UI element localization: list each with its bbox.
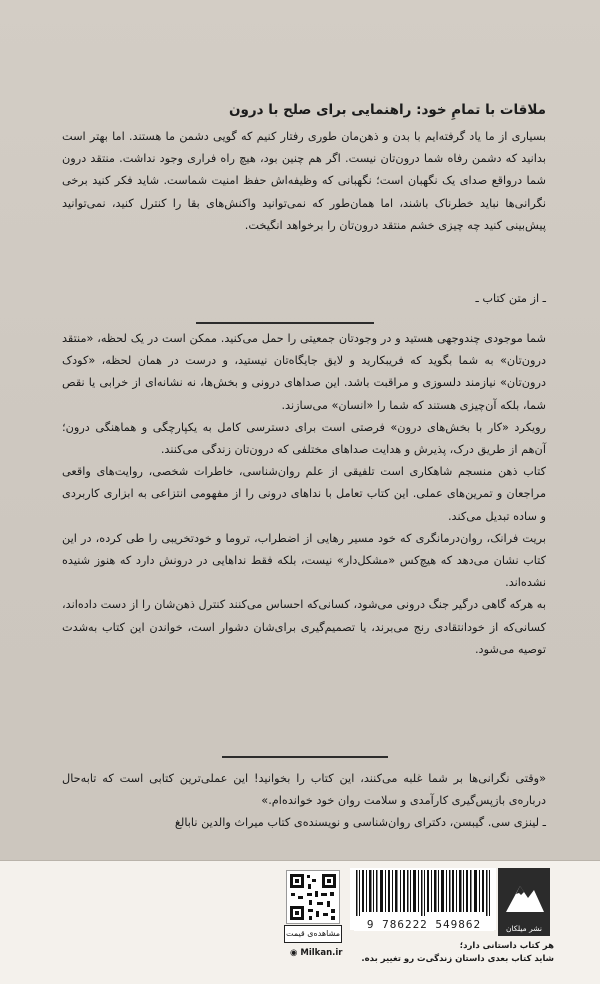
publisher-name: نشر میلکان [506,924,542,933]
tagline-line-2: شاید کتاب بعدی داستان زندگی‌ت رو تغییر بده. [361,954,554,964]
book-title: ملاقات با تمامِ خود: راهنمایی برای صلح با درون [228,102,546,118]
source-note: ـ از متن کتاب ـ [475,292,546,305]
price-check-label: مشاهده‌ی قیمت [284,925,342,943]
instagram-icon: ◉ [290,948,298,958]
barcode-icon [350,868,496,916]
qr-code[interactable] [286,870,340,924]
testimonial [62,768,546,835]
body-paragraph-1: شما موجودی چندوجهی هستید و در وجودتان جمعیتی را حمل می‌کنید. ممکن است در یک لحظه، «منتقد درون‌تان» به شما بگوید که فریبکارید و لایق جایگاه‌تان نیستید، و درست در همان لحظه، «کودک درون‌تان» نیازمند دلسوزی و مراقبت باشد. این صداهای درونی و بخش‌ها، نه نشانه‌ای از خرابی یا نقص شما، بلکه آن‌چیزی هستند که شما را «انسان» می‌سازند. [62,332,546,412]
qr-code-icon [287,871,339,923]
divider-middle [222,756,388,758]
body-paragraph-5: به هرکه گاهی درگیر جنگ درونی می‌شود، کسانی‌که احساس می‌کنند کنترل ذهن‌شان را از دست داده‌اند، کسانی‌که از خودانتقادی رنج می‌برند، یا تصمیم‌گیری برای‌شان دشوار است، خواندن این کتاب به‌شدت توصیه می‌شود. [62,598,546,656]
publisher-logo [498,868,550,936]
intro-text: بسیاری از ما یاد گرفته‌ایم با بدن و ذهن‌مان طوری رفتار کنیم که گویی دشمن ما هستند. اما بهتر است بدانید که دشمن رفاه شما درون‌تان نیست. اگر هم چنین بود، هیچ راه فراری وجود نداشت. منتقد درون شما درواقع صدای یک نگهبان است؛ نگهبانی که وظیفه‌اش حفظ امنیت شماست. شاید فکر کنید برخی نگرانی‌ها نباید خطرناک باشند، اما همان‌طور که نمی‌توانید واکنش‌های بقا را کنترل کنید، نمی‌توانید پیش‌بینی کنید چه چیزی خشم منتقد درون‌تان را برخواهد انگیخت. [62,130,546,232]
tagline-line-1: هر کتاب داستانی دارد؛ [459,941,554,951]
body-paragraph-4: بریت فرانک، روان‌درمانگری که خود مسیر رهایی از اضطراب، تروما و خودتخریبی را طی کرده، در این کتاب نشان می‌دهد که هیچ‌کس «مشکل‌دار» نیست، بلکه فقط نداهایی در درونش دارد که هنوز شنیده نشده‌اند. [62,531,546,590]
website-text: Milkan.ir [300,948,343,958]
mountain-logo-icon [498,868,550,920]
testimonial-author: ـ لینزی سی. گیبسن، دکترای روان‌شناسی و نویسنده‌ی کتاب میراث والدین نابالغ [174,816,546,830]
isbn-number: 9 786222 549862 [354,918,494,931]
intro-paragraph [62,126,546,237]
body-paragraph-3: کتاب ذهن منسجم شاهکاری است تلفیقی از علم روان‌شناسی، خاطرات شخصی، روایت‌های واقعی مراجعان و تمرین‌های عملی. این کتاب تعامل با نداهای درونی را از مفهومی انتزاعی به ابزاری کاربردی و ساده تبدیل می‌کند. [62,465,546,523]
publisher-tagline [300,940,554,966]
body-paragraph-2: رویکرد «کار با بخش‌های درون» فرصتی است برای دسترسی کامل به یکپارچگی و هماهنگی درون؛ آن‌هم از طریق درک، پذیرش و هدایت صداهای مختلفی که درون‌تان زندگی می‌کنند. [62,420,546,457]
testimonial-quote: «وقتی نگرانی‌ها بر شما غلبه می‌کنند، این کتاب را بخوانید! این عملی‌ترین کتابی است که تابه‌حال درباره‌ی بازپس‌گیری کارآمدی و سلامت روان خود خوانده‌ام.» [62,772,546,808]
description-body [62,328,546,661]
divider-top [196,322,374,324]
